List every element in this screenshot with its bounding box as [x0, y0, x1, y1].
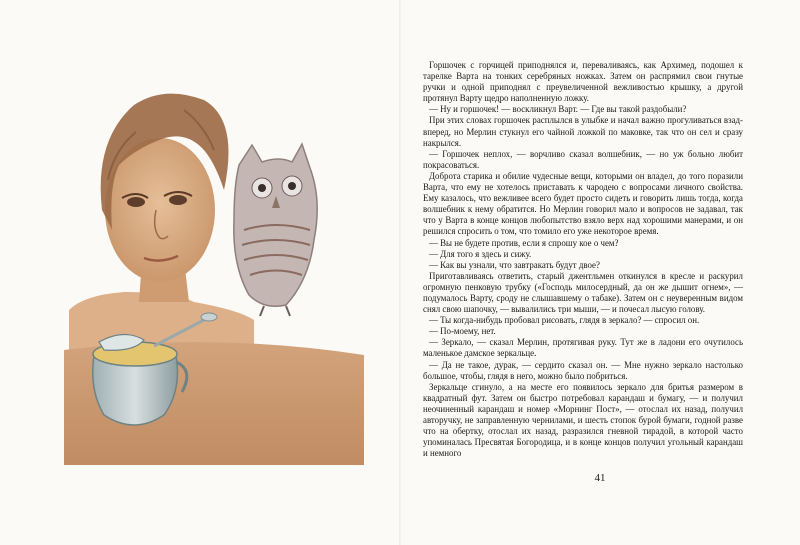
- owl-figure: [234, 144, 317, 316]
- watercolor-illustration: [64, 70, 364, 465]
- paragraph: — Зеркало, — сказал Мерлин, протягивая руку. Тут же в ладони его очутилось маленькое дамское зеркальце.: [423, 337, 743, 359]
- paragraph: — Ты когда-нибудь пробовал рисовать, глядя в зеркало? — спросил он.: [429, 315, 700, 326]
- body-text: [423, 60, 743, 459]
- paragraph: Зеркальце сгинуло, а на месте его появилось зеркало для бритья размером в квадратный фут. Затем он быстро потребовал карандаш и бумагу, — и получил неочиненный карандаш и номер «Морнинг Пост», — отослал их назад, получил авторучку, не заправленную чернилами, и шесть стопок бурой бумаги, годной разве что на обертку, отослал их назад, разразился гневной тирадой, в которой часто упоминалась Пресвятая Богородица, и в конце концов получил угольный карандаш и немного: [423, 381, 743, 459]
- paragraph: — По-моему, нет.: [429, 326, 496, 337]
- paragraph: — Ну и горшочек! — воскликнул Варт. — Где вы такой раздобыли?: [429, 104, 687, 115]
- paragraph: — Да не такое, дурак, — сердито сказал он. — Мне нужно зеркало настолько большое, чтобы, глядя в него, можно было побриться.: [423, 359, 743, 381]
- paragraph: — Горшочек неплох, — ворчливо сказал волшебник, — но уж больно любит покрасоваться.: [423, 148, 743, 170]
- paragraph: Доброта старика и обилие чудесные вещи, которыми он владел, до того поразили Варта, что ему не хотелось приставать к чародею с вопросами личного свойства. Ему казалось, что вежливее всего будет просто сидеть и говорить лишь тогда, когда волшебник к нему обратится. Но Мерлин говорил мало и вопросов не задавал, так что у Варта в конце концов любопытство взяло верх над хорошими манерами, и он решился спросить о том, что томило его уже некоторое время.: [423, 170, 743, 237]
- page-gutter: [399, 0, 401, 545]
- paragraph: — Как вы узнали, что завтракать будут двое?: [429, 259, 600, 270]
- page-number: 41: [594, 472, 606, 484]
- paragraph: — Вы не будете против, если я спрошу кое о чем?: [429, 237, 619, 248]
- illustration-canvas: [64, 70, 364, 465]
- paragraph: Приготавливаясь ответить, старый джентльмен откинулся в кресле и раскурил огромную пенковую трубку («Господь милосердный, да он же дышит огнем», — подумалось Варту, сроду не слышавшему о табаке). Затем он с неуверенным видом снял свою шапочку, — вывалились три мыши, — и почесал лысую голову.: [423, 270, 743, 315]
- paragraph: Горшочек с горчицей приподнялся и, переваливаясь, как Архимед, подошел к тарелке Варта на тонких серебряных ножках. Затем он распрямил свои гнутые ручки и одной приподнял с преувеличенной вежливостью крышку, а другой протянул Варту щедро наполненную ложку.: [423, 60, 743, 104]
- paragraph: — Для того я здесь и сижу.: [429, 248, 532, 259]
- paragraph: При этих словах горшочек расплылся в улыбке и начал важно прогуливаться взад-вперед, но Мерлин стукнул его чайной ложкой по маковке, так что он сел и сразу накрылся.: [423, 115, 743, 148]
